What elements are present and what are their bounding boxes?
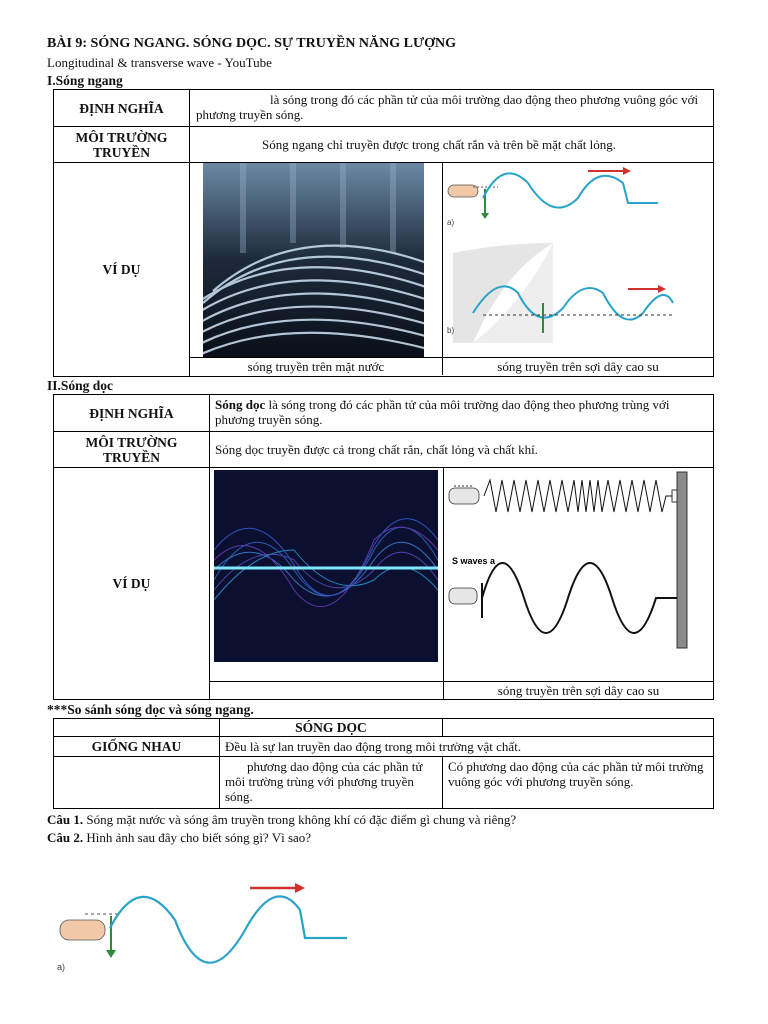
diff-doc: phương dao động của các phần tử môi trường trùng với phương truyền sóng. — [225, 759, 423, 804]
bottom-wave-figure — [55, 880, 355, 990]
compare-table — [53, 718, 714, 809]
hand-icon-bottom — [449, 588, 477, 604]
fig-b-label: b) — [447, 326, 455, 335]
same-label: GIỐNG NHAU — [54, 737, 220, 757]
fig-a-label: a) — [447, 218, 455, 227]
s1-def-label: ĐỊNH NGHĨA — [54, 90, 190, 127]
s-waves-label: S waves a — [452, 556, 496, 566]
question-2: Câu 2. Hình ảnh sau đây cho biết sóng gì? Vì sao? — [47, 830, 312, 845]
hand-icon-top — [449, 488, 479, 504]
s2-spring-cell — [444, 468, 713, 681]
same-text: Đều là sự lan truyền dao động trong môi trường vật chất. — [220, 737, 714, 757]
section1-heading: I.Sóng ngang — [47, 73, 123, 88]
s1-cap-left: sóng truyền trên mặt nước — [190, 358, 443, 375]
s2-def-bold: Sóng dọc — [215, 397, 266, 412]
page-title: BÀI 9: SÓNG NGANG. SÓNG DỌC. SỰ TRUYỀN NĂNG LƯỢNG — [47, 36, 457, 51]
s1-cap-right: sóng truyền trên sợi dây cao su — [497, 359, 659, 374]
bottom-fig-label: a) — [57, 962, 66, 972]
col-song-doc: SÓNG DỌC — [220, 719, 443, 737]
s1-string-cell — [443, 163, 713, 357]
section2-heading: II.Sóng dọc — [47, 378, 114, 393]
compare-heading: ***So sánh sóng dọc và sóng ngang. — [47, 702, 254, 717]
s1-ex-label: VÍ DỤ — [54, 163, 190, 377]
s2-def-text: là sóng trong đó các phần tử của môi trường dao động theo phương trùng với phương truyền sóng. — [215, 397, 670, 427]
s1-env-label: MÔI TRƯỜNG TRUYỀN — [54, 127, 190, 163]
question-1: Câu 1. Sóng mặt nước và sóng âm truyền trong không khí có đặc điểm gì chung và riêng? — [47, 812, 517, 827]
s1-def-text: là sóng trong đó các phần tử của môi trường dao động theo phương vuông góc với phương truyền sóng. — [196, 92, 699, 122]
s2-cap-right: sóng truyền trên sợi dây cao su — [497, 683, 660, 698]
spring-wave-diagram — [444, 468, 704, 681]
s2-wave-cell — [210, 468, 444, 681]
s2-ex-label: VÍ DỤ — [54, 468, 210, 700]
hand-icon — [60, 920, 105, 940]
string-wave-diagram — [443, 163, 713, 357]
subtitle-link[interactable]: Longitudinal & transverse wave - YouTube — [47, 55, 272, 70]
water-ripple-image — [203, 163, 424, 357]
s2-env-label: MÔI TRƯỜNG TRUYỀN — [54, 432, 210, 468]
s2-env-text: Sóng dọc truyền được cả trong chất rắn, chất lỏng và chất khí. — [210, 432, 714, 468]
s2-def-label: ĐỊNH NGHĨA — [54, 395, 210, 432]
s1-env-text: Sóng ngang chỉ truyền được trong chất rắn và trên bề mặt chất lỏng. — [190, 127, 714, 163]
s1-ripple-cell — [190, 163, 443, 357]
diff-ngang: Có phương dao động của các phần tử môi trường vuông góc với phương truyền sóng. — [443, 757, 714, 809]
section1-table — [53, 89, 714, 377]
longitudinal-wave-image — [214, 470, 438, 662]
section2-table — [53, 394, 714, 700]
